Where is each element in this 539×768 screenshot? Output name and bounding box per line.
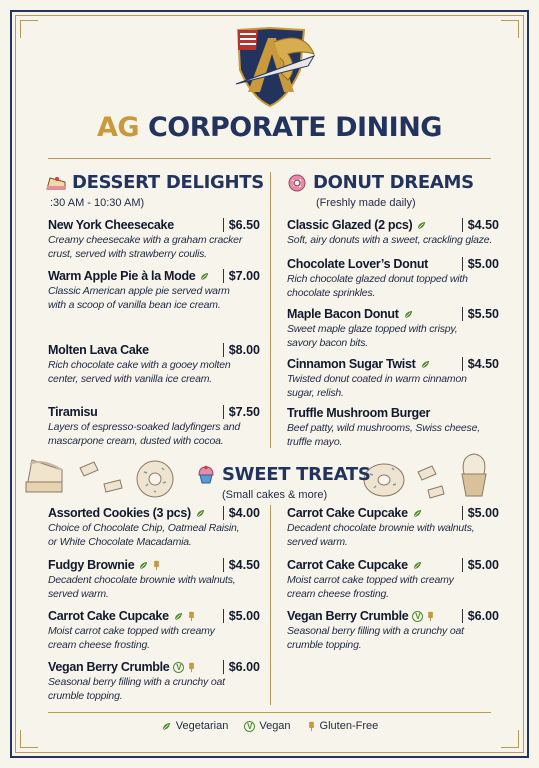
item-description: Soft, airy donuts with a sweet, crackling glaze. xyxy=(287,234,493,246)
title-rest: CORPORATE DINING xyxy=(139,112,442,143)
item-price: $6.00 xyxy=(223,660,260,674)
menu-item xyxy=(48,404,260,447)
dietary-tags xyxy=(199,271,210,282)
item-price: $7.50 xyxy=(223,405,260,419)
vegetarian-leaf-icon xyxy=(412,560,423,571)
vegetarian-leaf-icon xyxy=(138,560,149,571)
vegetarian-leaf-icon xyxy=(173,611,184,622)
treats-subtitle: (Small cakes & more) xyxy=(222,489,328,501)
dietary-tags xyxy=(420,359,431,370)
treats-heading xyxy=(196,464,371,485)
column-divider xyxy=(270,505,271,705)
item-description: Classic American apple pie served warm xyxy=(48,285,230,297)
column-divider xyxy=(270,172,271,448)
item-price: $8.00 xyxy=(223,343,260,357)
item-price: $4.50 xyxy=(462,357,499,371)
vegetarian-leaf-icon xyxy=(416,220,427,231)
item-description: Rich chocolate cake with a gooey molten xyxy=(48,359,231,371)
item-description: sugar, relish. xyxy=(287,386,344,399)
item-name: New York Cheesecake xyxy=(48,218,174,232)
item-price: $5.00 xyxy=(462,506,499,520)
item-price: $4.50 xyxy=(462,218,499,232)
dietary-tags xyxy=(412,508,423,519)
vegan-circle-icon: V xyxy=(412,611,423,622)
item-name: Warm Apple Pie à la Mode xyxy=(48,269,196,283)
treats-title: SWEET TREATS xyxy=(222,464,371,485)
item-name: Chocolate Lover’s Donut xyxy=(287,257,429,271)
dietary-tags xyxy=(412,610,435,622)
item-description: with a scoop of vanilla bean ice cream. xyxy=(48,298,221,311)
item-description: chocolate sprinkles. xyxy=(287,286,376,299)
cupcake-icon xyxy=(196,465,216,485)
corner-ornament xyxy=(501,20,519,38)
corner-ornament xyxy=(20,20,38,38)
item-description: Moist carrot cake topped with creamy xyxy=(48,625,215,637)
item-price: $4.00 xyxy=(223,506,260,520)
dietary-tags xyxy=(173,610,196,622)
item-description: crumble topping. xyxy=(287,638,362,651)
dietary-tags xyxy=(138,559,161,571)
donuts-title: DONUT DREAMS xyxy=(313,172,474,193)
desserts-heading xyxy=(46,172,264,193)
cake-illustration-icon xyxy=(22,448,142,504)
gluten-free-wheat-icon xyxy=(152,559,161,571)
item-description: Sweet maple glaze topped with crispy, xyxy=(287,323,458,335)
item-description: crust, served with strawberry coulis. xyxy=(48,247,207,260)
item-description: Seasonal berry filling with a crunchy oat xyxy=(287,625,464,637)
menu-item xyxy=(48,659,260,702)
cupcake-illustration-icon xyxy=(412,450,488,504)
menu-item xyxy=(48,217,260,260)
item-price: $5.00 xyxy=(223,609,260,623)
item-description: Beef patty, wild mushrooms, Swiss cheese, xyxy=(287,422,480,434)
item-description: served warm. xyxy=(48,587,109,600)
item-description: truffle mayo. xyxy=(287,435,343,448)
dietary-tags xyxy=(412,560,423,571)
menu-item xyxy=(48,505,260,548)
item-price: $5.00 xyxy=(462,257,499,271)
desserts-subtitle: :30 AM - 10:30 AM) xyxy=(50,197,145,209)
item-description: Creamy cheesecake with a graham cracker xyxy=(48,234,243,246)
item-price: $7.00 xyxy=(223,269,260,283)
menu-item xyxy=(48,342,260,385)
item-price: $5.00 xyxy=(462,558,499,572)
item-description: or White Chocolate Macadamia. xyxy=(48,535,192,548)
gluten-free-wheat-icon xyxy=(307,720,316,732)
item-name: Fudgy Brownie xyxy=(48,558,135,572)
item-description: Moist carrot cake topped with creamy xyxy=(287,574,454,586)
item-description: Seasonal berry filling with a crunchy oat xyxy=(48,676,225,688)
item-description: center, served with vanilla ice cream. xyxy=(48,372,212,385)
title-accent: AG xyxy=(97,112,140,143)
menu-item xyxy=(48,268,260,311)
item-description: cream cheese frosting. xyxy=(287,587,389,600)
vegetarian-leaf-icon xyxy=(161,721,172,732)
corner-ornament xyxy=(20,730,38,748)
legend-vegan xyxy=(244,720,290,732)
donuts-heading xyxy=(287,172,474,193)
item-description: served warm. xyxy=(287,535,348,548)
vegetarian-leaf-icon xyxy=(403,309,414,320)
item-description: Twisted donut coated in warm cinnamon xyxy=(287,373,467,385)
item-description: Decadent chocolate brownie with walnuts, xyxy=(48,574,236,586)
menu-item xyxy=(287,256,499,299)
item-name: Assorted Cookies (3 pcs) xyxy=(48,506,191,520)
legend-gluten-free-label: Gluten-Free xyxy=(319,720,379,732)
menu-item xyxy=(287,217,499,247)
legend-gluten-free xyxy=(307,720,379,732)
item-name: Tiramisu xyxy=(48,405,98,419)
vegan-circle-icon: V xyxy=(173,662,184,673)
vegetarian-leaf-icon xyxy=(195,508,206,519)
item-description: savory bacon bits. xyxy=(287,336,369,349)
item-name: Molten Lava Cake xyxy=(48,343,149,357)
gluten-free-wheat-icon xyxy=(187,610,196,622)
item-price: $6.50 xyxy=(223,218,260,232)
menu-item xyxy=(287,557,499,600)
item-name: Carrot Cake Cupcake xyxy=(287,558,408,572)
menu-item xyxy=(287,505,499,548)
menu-item xyxy=(287,306,499,349)
item-description: crumble topping. xyxy=(48,689,123,702)
menu-item xyxy=(48,608,260,651)
gluten-free-wheat-icon xyxy=(187,661,196,673)
item-description: Decadent chocolate brownie with walnuts, xyxy=(287,522,475,534)
menu-item xyxy=(287,356,499,399)
legend-vegetarian-label: Vegetarian xyxy=(175,720,229,732)
cake-slice-icon xyxy=(46,175,66,191)
header-divider xyxy=(48,158,491,159)
item-name: Cinnamon Sugar Twist xyxy=(287,357,416,371)
vegetarian-leaf-icon xyxy=(412,508,423,519)
desserts-title: DESSERT DELIGHTS xyxy=(72,172,264,193)
donuts-subtitle: (Freshly made daily) xyxy=(316,197,416,209)
vegetarian-leaf-icon xyxy=(420,359,431,370)
page-title xyxy=(0,112,539,143)
item-description: cream cheese frosting. xyxy=(48,638,150,651)
dietary-legend xyxy=(0,720,539,732)
donut-illustration-icon xyxy=(134,458,176,500)
item-price: $5.50 xyxy=(462,307,499,321)
footer-divider xyxy=(48,712,491,713)
vegetarian-leaf-icon xyxy=(199,271,210,282)
item-description: Rich chocolate glazed donut topped with xyxy=(287,273,468,285)
corner-ornament xyxy=(501,730,519,748)
dietary-tags xyxy=(416,220,427,231)
item-name: Vegan Berry Crumble xyxy=(48,660,170,674)
legend-vegetarian xyxy=(161,720,229,732)
item-price: $4.50 xyxy=(223,558,260,572)
menu-item xyxy=(287,608,499,651)
donut-icon xyxy=(287,174,307,192)
dietary-tags xyxy=(173,661,196,673)
dietary-tags xyxy=(403,309,414,320)
menu-item xyxy=(48,557,260,600)
item-name: Vegan Berry Crumble xyxy=(287,609,409,623)
dietary-tags xyxy=(195,508,206,519)
item-name: Carrot Cake Cupcake xyxy=(287,506,408,520)
gluten-free-wheat-icon xyxy=(426,610,435,622)
item-description: mascarpone cream, dusted with cocoa. xyxy=(48,434,224,447)
item-name: Truffle Mushroom Burger xyxy=(287,406,431,420)
vegan-circle-icon: V xyxy=(244,721,255,732)
item-description: Layers of espresso-soaked ladyfingers and xyxy=(48,421,240,433)
legend-vegan-label: Vegan xyxy=(259,720,291,732)
item-name: Maple Bacon Donut xyxy=(287,307,399,321)
menu-item xyxy=(287,405,499,448)
item-name: Classic Glazed (2 pcs) xyxy=(287,218,413,232)
item-name: Carrot Cake Cupcake xyxy=(48,609,169,623)
item-price: $6.00 xyxy=(462,609,499,623)
item-description: Choice of Chocolate Chip, Oatmeal Raisin, xyxy=(48,522,240,534)
ag-logo xyxy=(218,20,322,110)
